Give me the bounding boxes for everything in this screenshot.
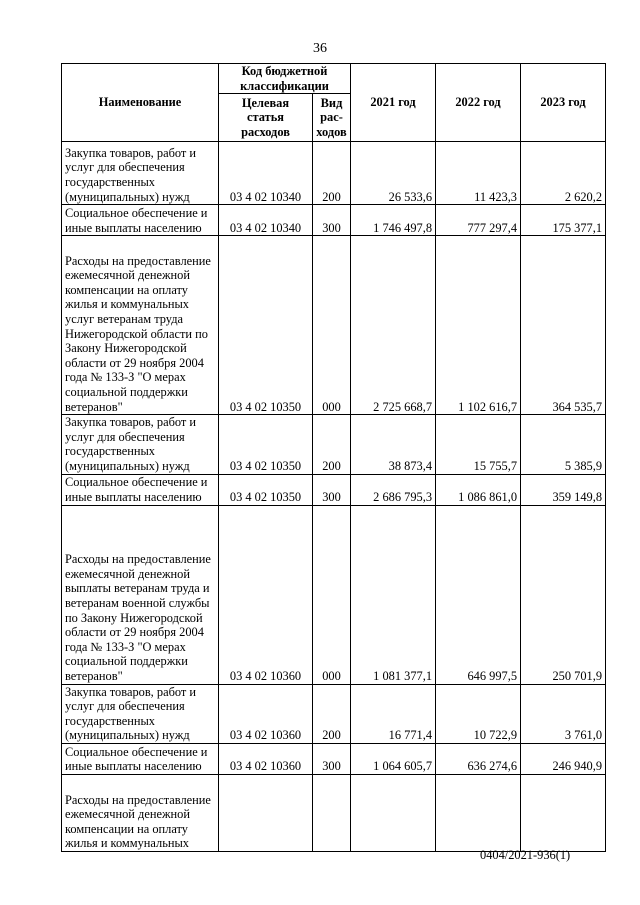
row-target-article: 03 4 02 10340 — [219, 205, 313, 236]
row-name: Закупка товаров, работ и услуг для обеспечения государственных (муниципальных) нужд — [62, 142, 219, 205]
row-value-2022: 15 755,7 — [436, 415, 521, 474]
row-value-2023: 246 940,9 — [521, 743, 606, 774]
row-value-2021: 38 873,4 — [351, 415, 436, 474]
page-number: 36 — [313, 41, 327, 56]
row-value-2021: 16 771,4 — [351, 684, 436, 743]
row-name: Социальное обеспечение и иные выплаты населению — [62, 205, 219, 236]
row-expense-kind: 300 — [313, 205, 351, 236]
table-row — [62, 142, 606, 205]
row-target-article: 03 4 02 10360 — [219, 505, 313, 684]
header-name: Наименование — [62, 64, 219, 142]
row-target-article: 03 4 02 10360 — [219, 743, 313, 774]
table-row — [62, 236, 606, 415]
row-value-2023: 2 620,2 — [521, 142, 606, 205]
row-name: Социальное обеспечение и иные выплаты населению — [62, 743, 219, 774]
row-target-article: 03 4 02 10360 — [219, 684, 313, 743]
row-name: Закупка товаров, работ и услуг для обеспечения государственных (муниципальных) нужд — [62, 415, 219, 474]
row-value-2022: 1 086 861,0 — [436, 474, 521, 505]
row-value-2021: 26 533,6 — [351, 142, 436, 205]
row-target-article: 03 4 02 10350 — [219, 236, 313, 415]
row-target-article: 03 4 02 10340 — [219, 142, 313, 205]
row-value-2022: 10 722,9 — [436, 684, 521, 743]
row-name: Расходы на предоставление ежемесячной денежной компенсации на оплату жилья и коммунальных — [62, 774, 219, 851]
row-name: Закупка товаров, работ и услуг для обеспечения государственных (муниципальных) нужд — [62, 684, 219, 743]
row-value-2021: 1 064 605,7 — [351, 743, 436, 774]
row-target-article: 03 4 02 10350 — [219, 474, 313, 505]
row-value-2022: 1 102 616,7 — [436, 236, 521, 415]
row-expense-kind: 000 — [313, 236, 351, 415]
row-name: Расходы на предоставление ежемесячной денежной выплаты ветеранам труда и ветеранам военной службы по Закону Нижегородской области от 29 ноября 2004 года № 133-З "О мерах социальной поддержки ветеранов" — [62, 505, 219, 684]
header-year-2022: 2022 год — [436, 64, 521, 142]
table-row — [62, 743, 606, 774]
row-expense-kind: 000 — [313, 505, 351, 684]
row-value-2023: 3 761,0 — [521, 684, 606, 743]
row-value-2022: 11 423,3 — [436, 142, 521, 205]
row-value-2023: 359 149,8 — [521, 474, 606, 505]
table-row — [62, 415, 606, 474]
row-value-2023: 175 377,1 — [521, 205, 606, 236]
row-value-2022 — [436, 774, 521, 851]
table-row — [62, 474, 606, 505]
row-value-2022: 636 274,6 — [436, 743, 521, 774]
table-row — [62, 684, 606, 743]
table-body — [62, 142, 606, 852]
header-year-2021: 2021 год — [351, 64, 436, 142]
budget-table — [61, 63, 606, 852]
row-value-2021: 1 746 497,8 — [351, 205, 436, 236]
header-expense-kind: Вид рас-ходов — [313, 94, 351, 142]
row-name: Расходы на предоставление ежемесячной денежной компенсации на оплату жилья и коммунальных услуг ветеранам труда Нижегородской области по Закону Нижегородской области от 29 ноября 2004 года № 133-З "О мерах социальной поддержки ветеранов" — [62, 236, 219, 415]
header-budget-code-group: Код бюджетной классификации — [219, 64, 351, 94]
row-value-2023: 364 535,7 — [521, 236, 606, 415]
row-expense-kind: 200 — [313, 142, 351, 205]
table-row — [62, 774, 606, 851]
row-value-2023 — [521, 774, 606, 851]
row-target-article: 03 4 02 10350 — [219, 415, 313, 474]
row-target-article — [219, 774, 313, 851]
row-value-2021: 2 725 668,7 — [351, 236, 436, 415]
row-expense-kind — [313, 774, 351, 851]
row-value-2022: 646 997,5 — [436, 505, 521, 684]
row-value-2021: 2 686 795,3 — [351, 474, 436, 505]
row-value-2023: 250 701,9 — [521, 505, 606, 684]
row-expense-kind: 300 — [313, 743, 351, 774]
document-footer-code: 0404/2021-936(1) — [480, 848, 571, 862]
header-year-2023: 2023 год — [521, 64, 606, 142]
table-row — [62, 205, 606, 236]
row-name: Социальное обеспечение и иные выплаты населению — [62, 474, 219, 505]
row-value-2021: 1 081 377,1 — [351, 505, 436, 684]
row-expense-kind: 300 — [313, 474, 351, 505]
row-expense-kind: 200 — [313, 415, 351, 474]
header-target-article: Целевая статья расходов — [219, 94, 313, 142]
row-value-2023: 5 385,9 — [521, 415, 606, 474]
table-row — [62, 505, 606, 684]
row-expense-kind: 200 — [313, 684, 351, 743]
row-value-2022: 777 297,4 — [436, 205, 521, 236]
row-value-2021 — [351, 774, 436, 851]
